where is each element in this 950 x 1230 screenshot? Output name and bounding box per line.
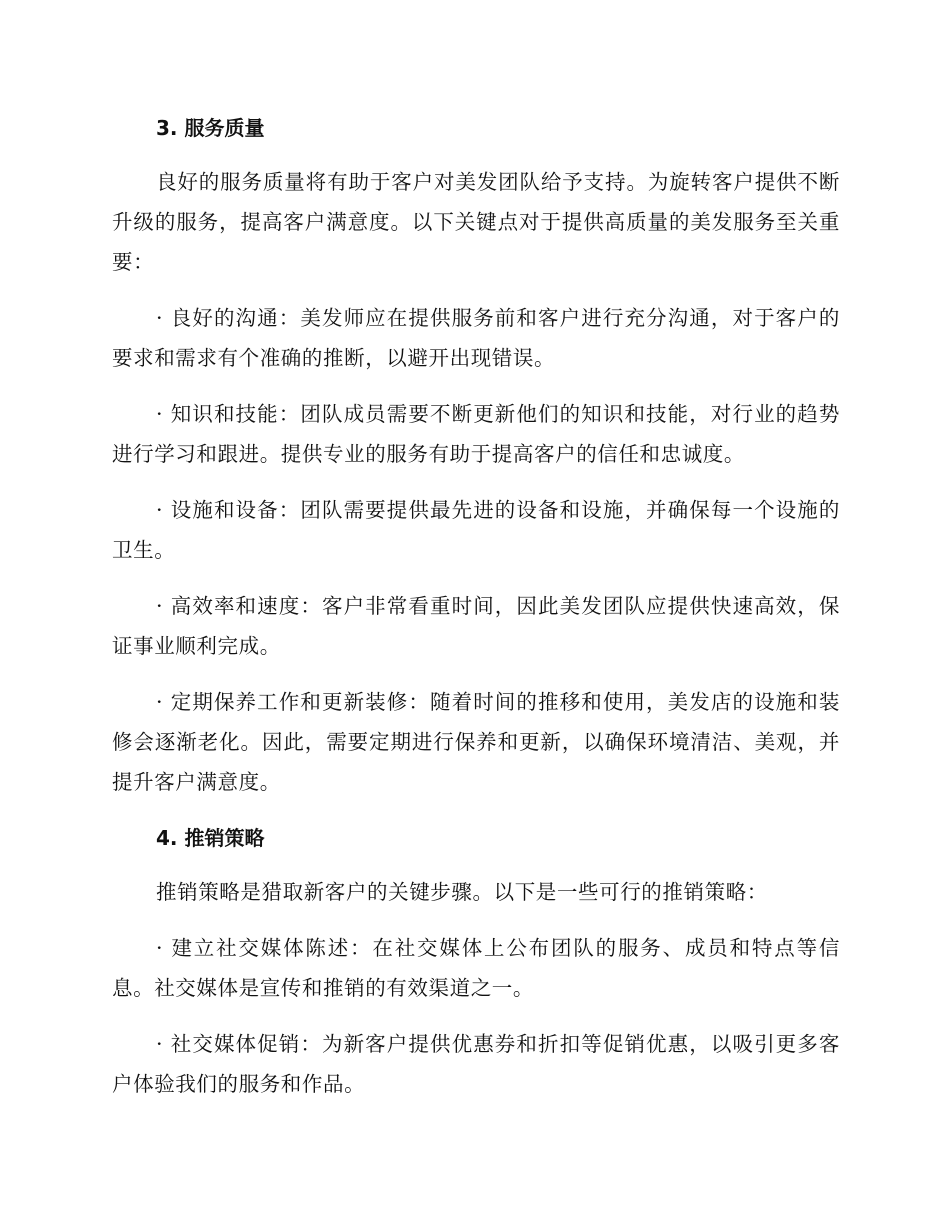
bullet-social-media-presence: · 建立社交媒体陈述：在社交媒体上公布团队的服务、成员和特点等信息。社交媒体是宣传和推销的有效渠道之一。 <box>112 936 840 1000</box>
paragraph-service-quality-intro: 良好的服务质量将有助于客户对美发团队给予支持。为旋转客户提供不断升级的服务，提高客户满意度。以下关键点对于提供高质量的美发服务至关重要： <box>112 170 840 274</box>
bullet-communication: · 良好的沟通：美发师应在提供服务前和客户进行充分沟通，对于客户的要求和需求有个准确的推断，以避开出现错误。 <box>112 306 840 370</box>
section-heading-service-quality: 3. 服务质量 <box>156 116 265 140</box>
section-heading-marketing-strategy: 4. 推销策略 <box>156 826 265 850</box>
bullet-efficiency-speed: · 高效率和速度：客户非常看重时间，因此美发团队应提供快速高效，保证事业顺利完成。 <box>112 594 840 658</box>
bullet-knowledge-skills: · 知识和技能：团队成员需要不断更新他们的知识和技能，对行业的趋势进行学习和跟进。提供专业的服务有助于提高客户的信任和忠诚度。 <box>112 402 840 466</box>
document-body <box>112 108 840 1104</box>
bullet-maintenance-renovation: · 定期保养工作和更新装修：随着时间的推移和使用，美发店的设施和装修会逐渐老化。因此，需要定期进行保养和更新，以确保环境清洁、美观，并提升客户满意度。 <box>112 690 840 794</box>
bullet-social-media-promotion: · 社交媒体促销：为新客户提供优惠券和折扣等促销优惠，以吸引更多客户体验我们的服务和作品。 <box>112 1032 840 1096</box>
bullet-facilities-equipment: · 设施和设备：团队需要提供最先进的设备和设施，并确保每一个设施的卫生。 <box>112 498 840 562</box>
paragraph-marketing-intro: 推销策略是猎取新客户的关键步骤。以下是一些可行的推销策略： <box>156 880 768 904</box>
